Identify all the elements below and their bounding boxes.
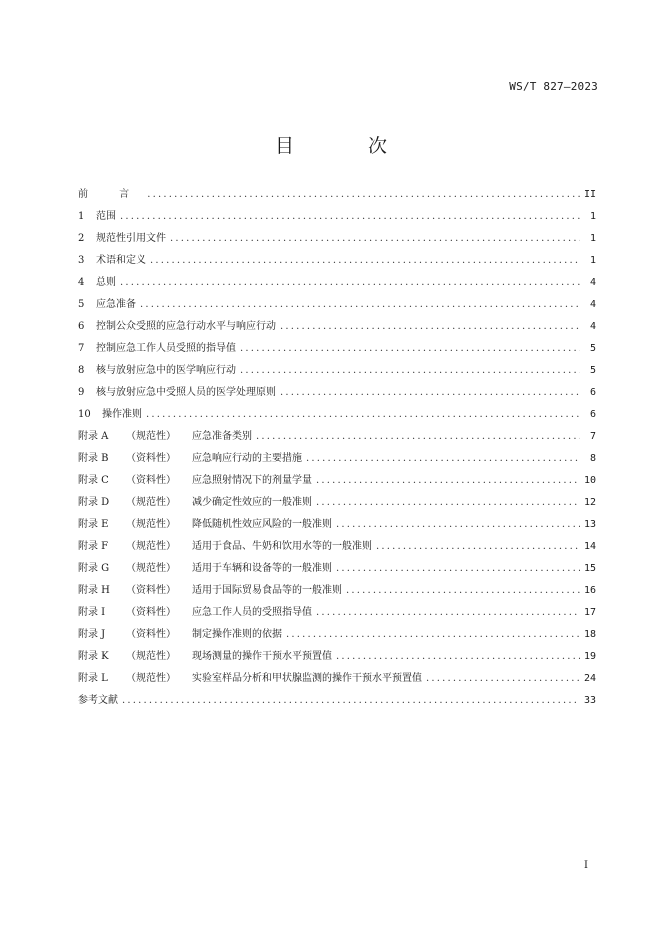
toc-appendix-kind: （资料性） xyxy=(126,475,176,486)
toc-leader-dots xyxy=(346,585,580,596)
toc-entry-number: 9 xyxy=(78,387,85,398)
toc-entry-number: 4 xyxy=(78,277,85,288)
toc-page-number: 15 xyxy=(583,563,596,574)
toc-entry-appendix[interactable] xyxy=(78,493,596,515)
toc-entry-title: 制定操作准则的依据 xyxy=(192,629,282,640)
toc-appendix-label: 附录 I xyxy=(78,607,106,618)
page-title: 目 次 xyxy=(274,135,422,157)
toc-entry-appendix[interactable] xyxy=(78,581,596,603)
toc-entry-title: 应急准备 xyxy=(96,299,136,310)
toc-entry-number: 1 xyxy=(78,211,85,222)
toc-entry-appendix[interactable] xyxy=(78,515,596,537)
toc-entry-title: 降低随机性效应风险的一般准则 xyxy=(192,519,332,530)
toc-entry-number: 7 xyxy=(78,343,85,354)
toc-page-number: 6 xyxy=(589,409,596,420)
toc-leader-dots xyxy=(150,255,580,266)
toc-leader-dots xyxy=(336,519,580,530)
toc-entry-references[interactable] xyxy=(78,691,596,713)
toc-entry-number: 8 xyxy=(78,365,85,376)
toc-leader-dots xyxy=(316,607,580,618)
toc-page-number: 33 xyxy=(583,695,596,706)
toc-appendix-kind: （规范性） xyxy=(126,651,176,662)
toc-page-number: 1 xyxy=(589,233,596,244)
toc-page-number: 7 xyxy=(589,431,596,442)
toc-entry-title: 适用于车辆和设备等的一般准则 xyxy=(192,563,332,574)
toc-entry-title: 核与放射应急中的医学响应行动 xyxy=(96,365,236,376)
toc-entry-title: 适用于国际贸易食品等的一般准则 xyxy=(192,585,342,596)
toc-page-number: 19 xyxy=(583,651,596,662)
toc-entry-title: 控制公众受照的应急行动水平与响应行动 xyxy=(96,321,276,332)
toc-entry-chapter[interactable] xyxy=(78,273,596,295)
toc-page-number: 1 xyxy=(589,211,596,222)
toc-entry-number: 5 xyxy=(78,299,85,310)
toc-appendix-label: 附录 B xyxy=(78,453,109,464)
toc-appendix-label: 附录 D xyxy=(78,497,110,508)
toc-page-number: 4 xyxy=(589,277,596,288)
toc-leader-dots xyxy=(240,343,580,354)
toc-entry-title: 核与放射应急中受照人员的医学处理原则 xyxy=(96,387,276,398)
toc-appendix-label: 附录 L xyxy=(78,673,108,684)
toc-appendix-kind: （规范性） xyxy=(126,497,176,508)
toc-entry-appendix[interactable] xyxy=(78,427,596,449)
toc-page-number: 10 xyxy=(583,475,596,486)
toc-entry-title: 操作准则 xyxy=(102,409,142,420)
toc-page-number: 17 xyxy=(583,607,596,618)
toc-leader-dots xyxy=(240,365,580,376)
toc-entry-appendix[interactable] xyxy=(78,625,596,647)
toc-appendix-kind: （资料性） xyxy=(126,585,176,596)
toc-entry-number: 6 xyxy=(78,321,85,332)
toc-page-number: 4 xyxy=(589,299,596,310)
toc-appendices xyxy=(78,427,596,691)
toc-appendix-label: 附录 G xyxy=(78,563,110,574)
toc-entry-chapter[interactable] xyxy=(78,295,596,317)
toc-leader-dots xyxy=(120,211,580,222)
toc-entry-number: 3 xyxy=(78,255,85,266)
toc-leader-dots xyxy=(336,651,580,662)
toc-page-number: 13 xyxy=(583,519,596,530)
toc-leader-dots xyxy=(147,189,580,200)
toc-page-number: 6 xyxy=(589,387,596,398)
toc-appendix-kind: （规范性） xyxy=(126,541,176,552)
toc-entry-title: 应急照射情况下的剂量学量 xyxy=(192,475,312,486)
toc-entry-appendix[interactable] xyxy=(78,449,596,471)
page-number: I xyxy=(584,860,588,871)
toc-appendix-label: 附录 A xyxy=(78,431,109,442)
toc-entry-title: 应急准备类别 xyxy=(192,431,252,442)
toc-appendix-kind: （规范性） xyxy=(126,519,176,530)
toc-leader-dots xyxy=(256,431,580,442)
toc-entry-title: 术语和定义 xyxy=(96,255,146,266)
toc-appendix-label: 附录 F xyxy=(78,541,109,552)
toc-leader-dots xyxy=(280,321,580,332)
toc-appendix-kind: （规范性） xyxy=(126,563,176,574)
toc-entry-appendix[interactable] xyxy=(78,559,596,581)
toc-appendix-kind: （规范性） xyxy=(126,673,176,684)
standard-code: WS/T 827—2023 xyxy=(509,80,598,93)
toc-entry-chapter[interactable] xyxy=(78,405,596,427)
toc-leader-dots xyxy=(286,629,580,640)
toc-entry-chapter[interactable] xyxy=(78,339,596,361)
toc-entry-chapter[interactable] xyxy=(78,207,596,229)
toc-leader-dots xyxy=(280,387,580,398)
toc-leader-dots xyxy=(306,453,580,464)
toc-page-number: 5 xyxy=(589,365,596,376)
toc-appendix-kind: （资料性） xyxy=(126,629,176,640)
toc-entry-title: 减少确定性效应的一般准则 xyxy=(192,497,312,508)
toc-page-number: II xyxy=(583,189,596,200)
toc-entry-appendix[interactable] xyxy=(78,669,596,691)
toc-leader-dots xyxy=(316,497,580,508)
toc-appendix-label: 附录 J xyxy=(78,629,106,640)
toc-appendix-kind: （资料性） xyxy=(126,453,176,464)
toc-leader-dots xyxy=(376,541,580,552)
toc-entry-appendix[interactable] xyxy=(78,537,596,559)
toc-leader-dots xyxy=(336,563,580,574)
toc-appendix-label: 附录 E xyxy=(78,519,109,530)
toc-entry-number: 2 xyxy=(78,233,85,244)
toc-entry-chapter[interactable] xyxy=(78,251,596,273)
toc-entry-chapter[interactable] xyxy=(78,383,596,405)
toc-page-number: 8 xyxy=(589,453,596,464)
toc-appendix-kind: （规范性） xyxy=(126,431,176,442)
toc-entry-chapter[interactable] xyxy=(78,229,596,251)
toc-page-number: 1 xyxy=(589,255,596,266)
toc-entry-title: 参考文献 xyxy=(78,695,118,706)
toc-entry-title: 实验室样品分析和甲状腺监测的操作干预水平预置值 xyxy=(192,673,422,684)
toc-page-number: 12 xyxy=(583,497,596,508)
toc-appendix-label: 附录 K xyxy=(78,651,109,662)
toc-entry-chapter[interactable] xyxy=(78,361,596,383)
toc-page-number: 5 xyxy=(589,343,596,354)
toc-leader-dots xyxy=(122,695,580,706)
toc-appendix-label: 附录 C xyxy=(78,475,109,486)
toc-leader-dots xyxy=(146,409,580,420)
toc-appendix-label: 附录 H xyxy=(78,585,110,596)
toc-leader-dots xyxy=(316,475,580,486)
toc-entry-preface[interactable] xyxy=(78,185,596,207)
toc-entry-title: 现场测量的操作干预水平预置值 xyxy=(192,651,332,662)
toc-entry-appendix[interactable] xyxy=(78,603,596,625)
toc-leader-dots xyxy=(120,277,580,288)
toc-page-number: 24 xyxy=(583,673,596,684)
table-of-contents xyxy=(78,185,596,713)
toc-entry-appendix[interactable] xyxy=(78,647,596,669)
toc-appendix-kind: （资料性） xyxy=(126,607,176,618)
toc-page-number: 16 xyxy=(583,585,596,596)
toc-chapters xyxy=(78,207,596,427)
toc-entry-title: 应急工作人员的受照指导值 xyxy=(192,607,312,618)
toc-leader-dots xyxy=(140,299,580,310)
toc-entry-title: 适用于食品、牛奶和饮用水等的一般准则 xyxy=(192,541,372,552)
toc-entry-title: 总则 xyxy=(96,277,116,288)
toc-entry-title: 应急响应行动的主要措施 xyxy=(192,453,302,464)
toc-page-number: 14 xyxy=(583,541,596,552)
toc-entry-title: 规范性引用文件 xyxy=(96,233,166,244)
toc-leader-dots xyxy=(170,233,580,244)
toc-entry-chapter[interactable] xyxy=(78,317,596,339)
toc-page-number: 18 xyxy=(583,629,596,640)
toc-page-number: 4 xyxy=(589,321,596,332)
toc-entry-title: 控制应急工作人员受照的指导值 xyxy=(96,343,236,354)
toc-entry-title: 范围 xyxy=(96,211,116,222)
toc-entry-appendix[interactable] xyxy=(78,471,596,493)
toc-entry-number: 10 xyxy=(78,409,91,420)
toc-entry-title: 前 言 xyxy=(78,189,144,200)
toc-leader-dots xyxy=(426,673,580,684)
